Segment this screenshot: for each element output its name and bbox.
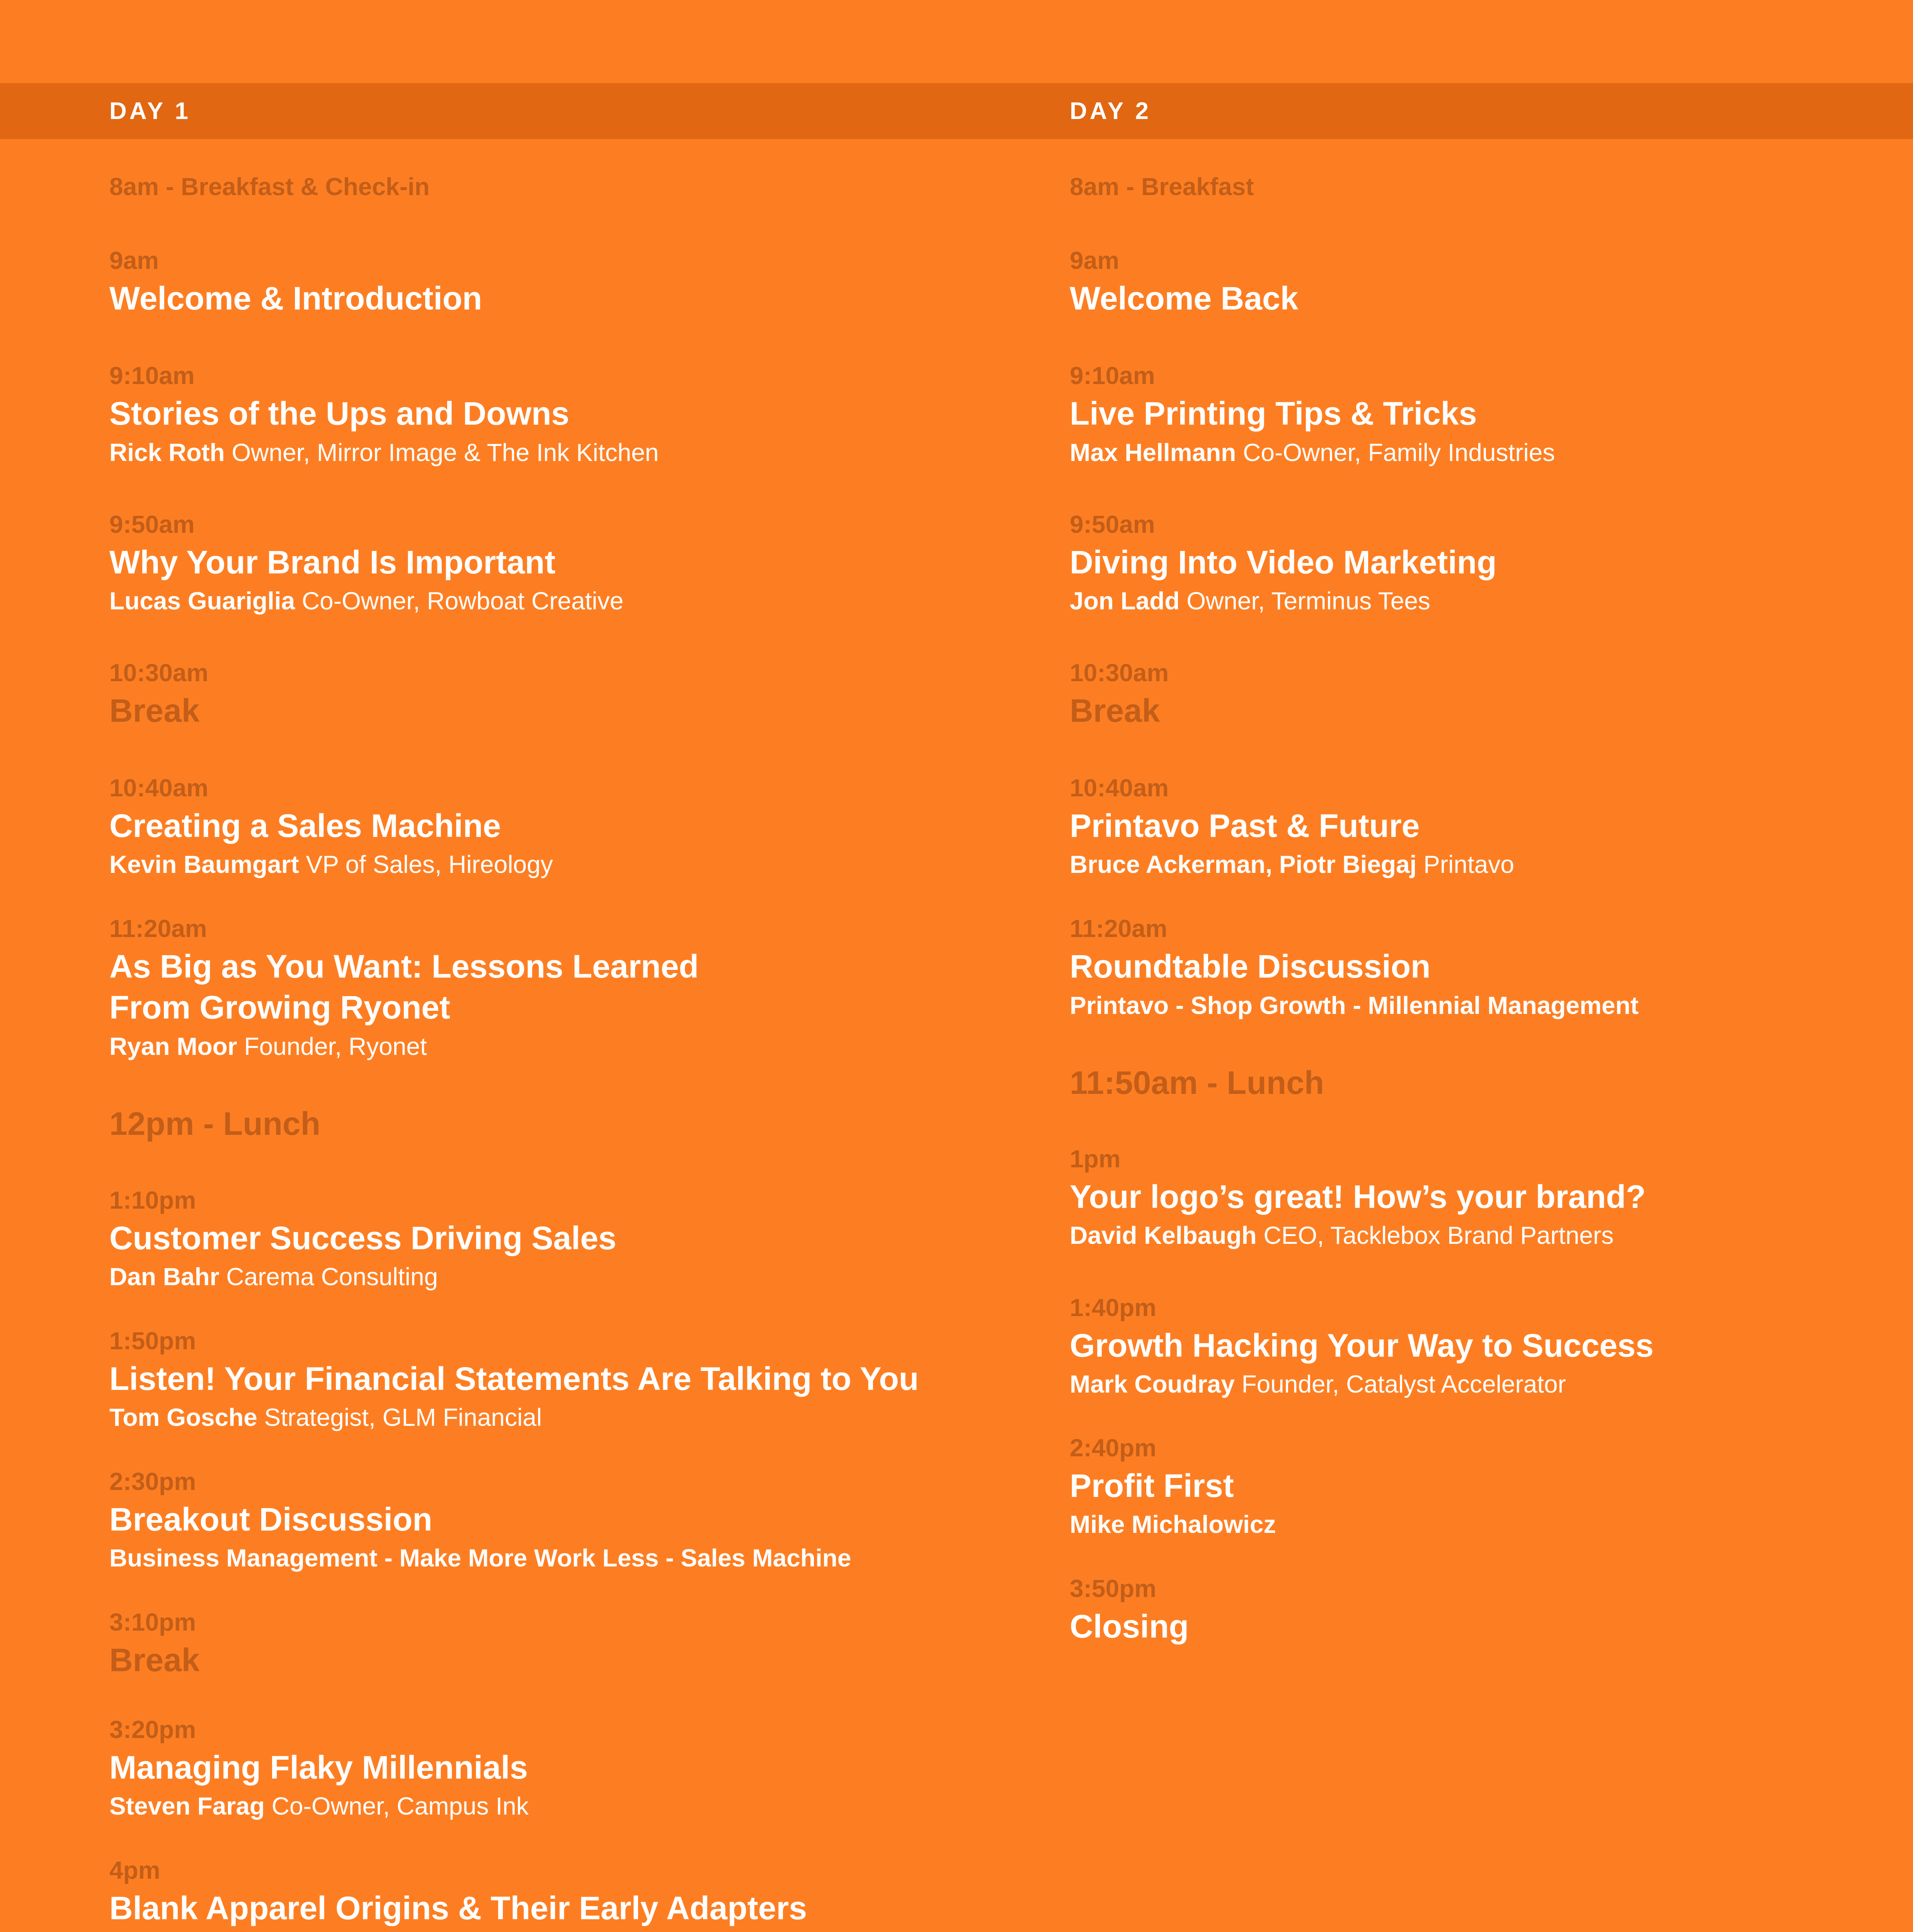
speaker-name: Dan Bahr [109, 1263, 220, 1291]
speaker-role: Carema Consulting [226, 1263, 438, 1291]
session-speaker [1070, 1370, 1566, 1398]
speaker-role: Owner, Mirror Image & The Ink Kitchen [231, 439, 659, 466]
session-title: Your logo’s great! How’s your brand? [1070, 1179, 1646, 1215]
speaker-name: Jon Ladd [1070, 587, 1180, 615]
day-header-bar [0, 83, 1913, 139]
session-speaker [1070, 850, 1514, 879]
speaker-role: Strategist, GLM Financial [264, 1403, 542, 1431]
session-time: 1:40pm [1070, 1294, 1157, 1321]
session-time: 1pm [1070, 1145, 1121, 1173]
speaker-role: Founder, Ryonet [244, 1032, 427, 1060]
session-speaker [109, 1403, 542, 1432]
session-title: Customer Success Driving Sales [109, 1220, 616, 1256]
session-time: 9am [1070, 247, 1120, 274]
speaker-name: Max Hellmann [1070, 439, 1236, 466]
break-time: 10:30am [109, 659, 209, 687]
session-time: 11:20am [109, 915, 207, 942]
speaker-name: Rick Roth [109, 439, 225, 466]
session-time: 9:10am [109, 362, 195, 389]
session-title: Profit First [1070, 1468, 1234, 1504]
session-speaker [1070, 1221, 1613, 1250]
lunch-label: 11:50am - Lunch [1070, 1065, 1324, 1101]
discussion-topics [109, 1544, 851, 1572]
session-title: As Big as You Want: Lessons Learned [109, 948, 699, 985]
session-time: 2:30pm [109, 1468, 196, 1495]
day-1-heading: DAY 1 [109, 98, 191, 124]
speaker-name: Lucas Guariglia [109, 587, 295, 615]
session-time: 9am [109, 247, 159, 274]
session-speaker [109, 587, 623, 615]
session-title: From Growing Ryonet [109, 989, 450, 1026]
break-time: 10:30am [1070, 659, 1169, 687]
speaker-name: Steven Farag [109, 1792, 265, 1820]
session-time: 11:20am [1070, 915, 1168, 942]
session-time: 3:20pm [109, 1716, 196, 1743]
speaker-role: Owner, Terminus Tees [1186, 587, 1431, 615]
session-title: Closing [1070, 1608, 1189, 1645]
session-time: 1:10pm [109, 1186, 196, 1214]
session-time: 4pm [109, 1856, 160, 1884]
session-title: Breakout Discussion [109, 1501, 432, 1537]
session-speaker [109, 1032, 427, 1061]
session-title: Welcome Back [1070, 280, 1299, 316]
lunch-label: 12pm - Lunch [109, 1105, 321, 1142]
session-time: 9:10am [1070, 362, 1155, 389]
speaker-role: Founder, Catalyst Accelerator [1241, 1370, 1566, 1398]
session-title: Stories of the Ups and Downs [109, 395, 570, 432]
session-title: Managing Flaky Millennials [109, 1749, 528, 1786]
speaker-name: Bruce Ackerman, Piotr Biegaj [1070, 850, 1417, 878]
breakfast-item: 8am - Breakfast & Check-in [109, 173, 430, 201]
speaker-name: David Kelbaugh [1070, 1221, 1257, 1249]
break-label: Break [109, 1642, 200, 1678]
session-time: 10:40am [109, 774, 209, 802]
session-time: 10:40am [1070, 774, 1169, 802]
speaker-name: Kevin Baumgart [109, 850, 299, 878]
day-2-heading: DAY 2 [1070, 98, 1151, 124]
speaker-role: Co-Owner, Rowboat Creative [301, 587, 624, 615]
session-speaker [1070, 438, 1555, 467]
speaker-name: Tom Gosche [109, 1403, 257, 1431]
session-speaker [1070, 1510, 1276, 1539]
session-title: Diving Into Video Marketing [1070, 544, 1497, 580]
session-time: 9:50am [109, 510, 195, 538]
breakfast-item: 8am - Breakfast [1070, 173, 1254, 201]
session-speaker [109, 1262, 438, 1291]
speaker-name: Mark Coudray [1070, 1370, 1235, 1398]
speaker-name: Mike Michalowicz [1070, 1510, 1276, 1538]
break-label: Break [109, 692, 200, 729]
session-time: 1:50pm [109, 1327, 196, 1355]
speaker-role: CEO, Tacklebox Brand Partners [1263, 1221, 1614, 1249]
speaker-role: Printavo [1423, 850, 1515, 878]
session-time: 9:50am [1070, 510, 1155, 538]
topics-text: Business Management - Make More Work Less - Sales Machine [109, 1544, 851, 1572]
session-title: Welcome & Introduction [109, 280, 482, 316]
session-title: Blank Apparel Origins & Their Early Adapters [109, 1890, 807, 1926]
session-title: Growth Hacking Your Way to Success [1070, 1327, 1654, 1364]
session-speaker [1070, 587, 1430, 615]
session-title: Why Your Brand Is Important [109, 544, 556, 580]
session-time: 2:40pm [1070, 1434, 1157, 1462]
speaker-role: VP of Sales, Hireology [306, 850, 553, 878]
session-speaker [109, 438, 659, 467]
speaker-name: Ryan Moor [109, 1032, 237, 1060]
session-title: Live Printing Tips & Tricks [1070, 395, 1477, 432]
session-title: Roundtable Discussion [1070, 948, 1431, 985]
speaker-role: Co-Owner, Campus Ink [271, 1792, 529, 1820]
session-title: Creating a Sales Machine [109, 808, 501, 844]
speaker-role: Co-Owner, Family Industries [1243, 439, 1555, 466]
break-label: Break [1070, 692, 1160, 729]
topics-text: Printavo - Shop Growth - Millennial Management [1070, 992, 1639, 1019]
break-time: 3:10pm [109, 1608, 196, 1636]
discussion-topics [1070, 991, 1639, 1020]
session-title: Listen! Your Financial Statements Are Talking to You [109, 1361, 919, 1397]
session-title: Printavo Past & Future [1070, 808, 1420, 844]
session-time: 3:50pm [1070, 1575, 1157, 1602]
session-speaker [109, 850, 553, 879]
session-speaker [109, 1792, 529, 1820]
